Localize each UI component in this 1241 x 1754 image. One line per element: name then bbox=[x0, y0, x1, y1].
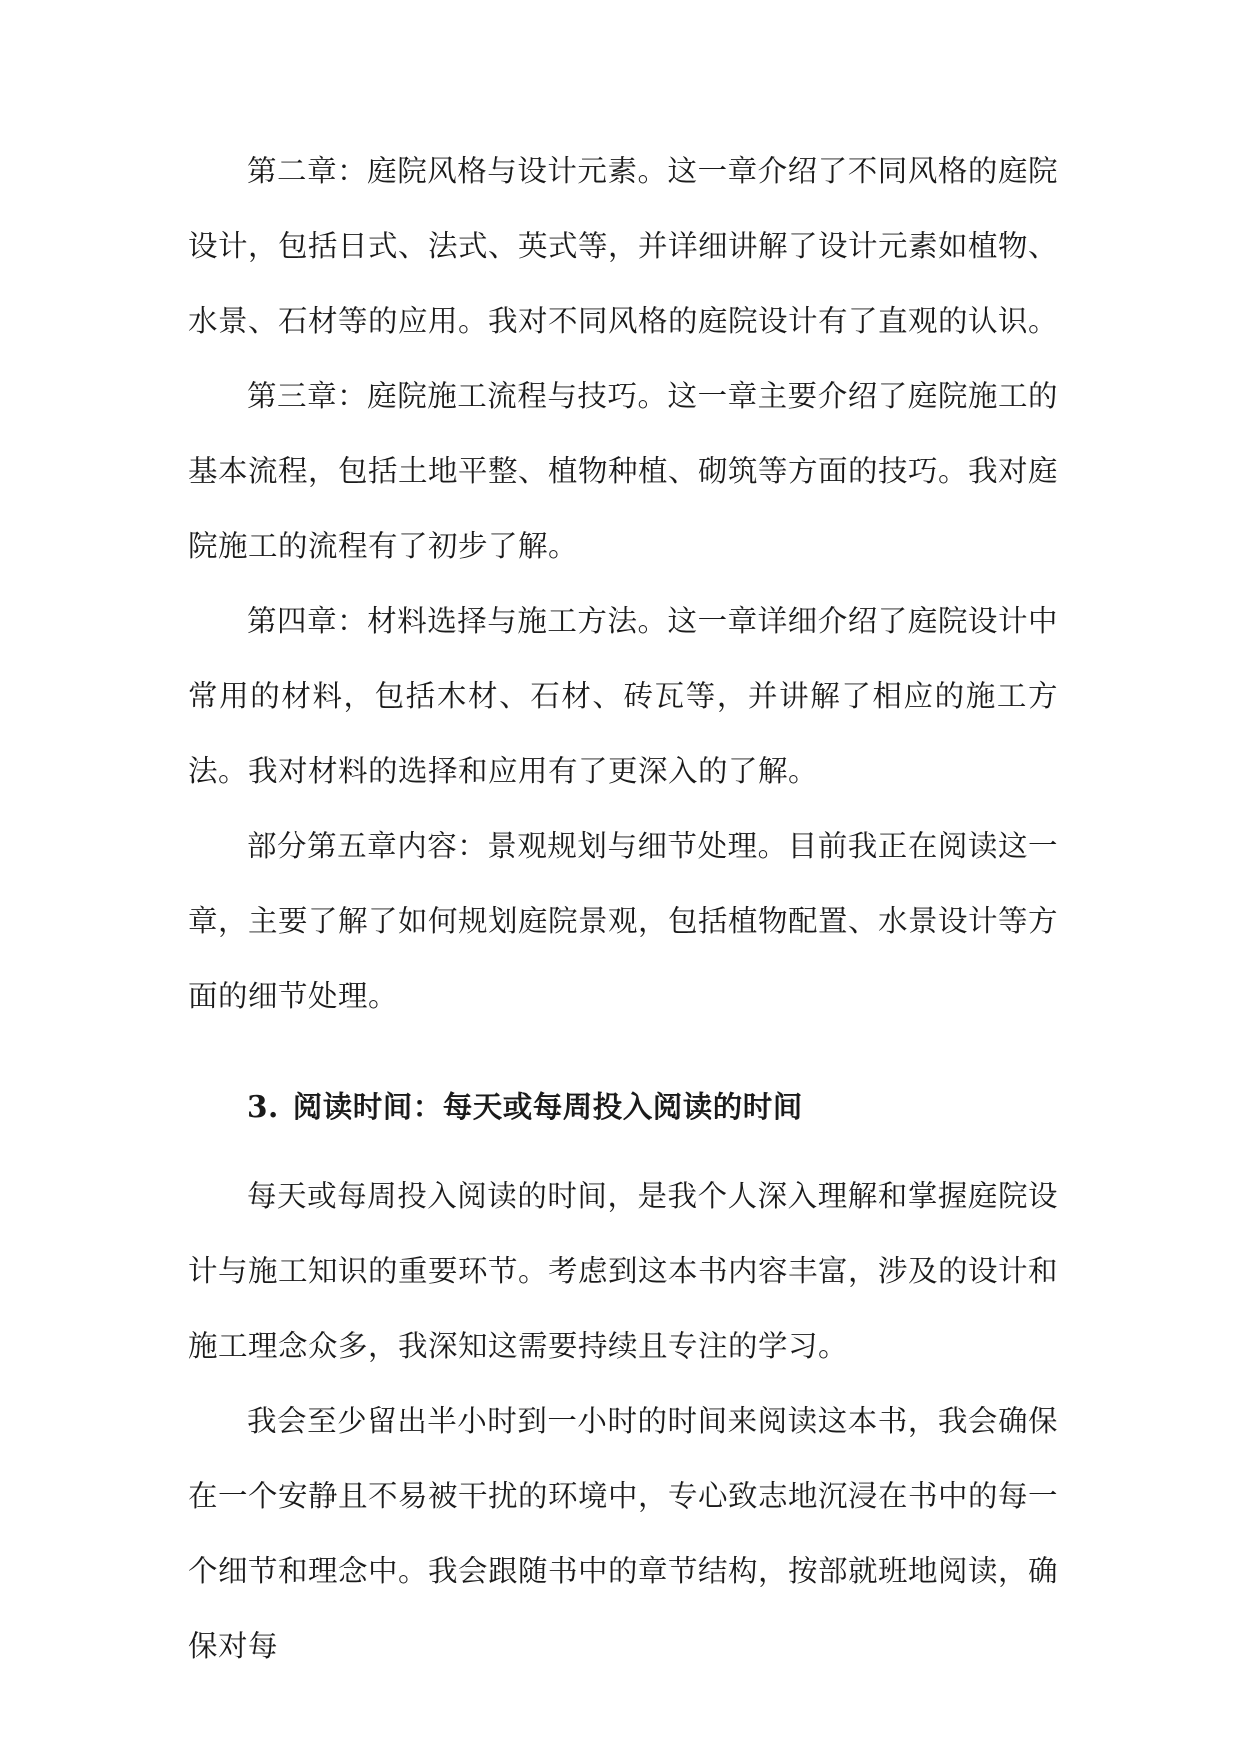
paragraph-reading-time-plan: 我会至少留出半小时到一小时的时间来阅读这本书，我会确保在一个安静且不易被干扰的环境中，专心致志地沉浸在书中的每一个细节和理念中。我会跟随书中的章节结构，按部就班地阅读，确保对每 bbox=[188, 1404, 1059, 1663]
paragraph-chapter-2: 第二章：庭院风格与设计元素。这一章介绍了不同风格的庭院设计，包括日式、法式、英式等，并详细讲解了设计元素如植物、水景、石材等的应用。我对不同风格的庭院设计有了直观的认识。 bbox=[188, 154, 1059, 338]
paragraph-reading-time-intro: 每天或每周投入阅读的时间，是我个人深入理解和掌握庭院设计与施工知识的重要环节。考虑到这本书内容丰富，涉及的设计和施工理念众多，我深知这需要持续且专注的学习。 bbox=[188, 1179, 1059, 1363]
paragraph-chapter-5: 部分第五章内容：景观规划与细节处理。目前我正在阅读这一章，主要了解了如何规划庭院景观，包括植物配置、水景设计等方面的细节处理。 bbox=[188, 829, 1059, 1013]
section-number: 3. bbox=[247, 1089, 279, 1124]
paragraph-chapter-4: 第四章：材料选择与施工方法。这一章详细介绍了庭院设计中常用的材料，包括木材、石材、砖瓦等，并讲解了相应的施工方法。我对材料的选择和应用有了更深入的了解。 bbox=[188, 604, 1058, 788]
paragraph-chapter-3: 第三章：庭院施工流程与技巧。这一章主要介绍了庭院施工的基本流程，包括土地平整、植物种植、砌筑等方面的技巧。我对庭院施工的流程有了初步了解。 bbox=[188, 379, 1059, 563]
section-title: 阅读时间：每天或每周投入阅读的时间 bbox=[292, 1089, 803, 1124]
section-heading-reading-time bbox=[247, 1087, 803, 1127]
